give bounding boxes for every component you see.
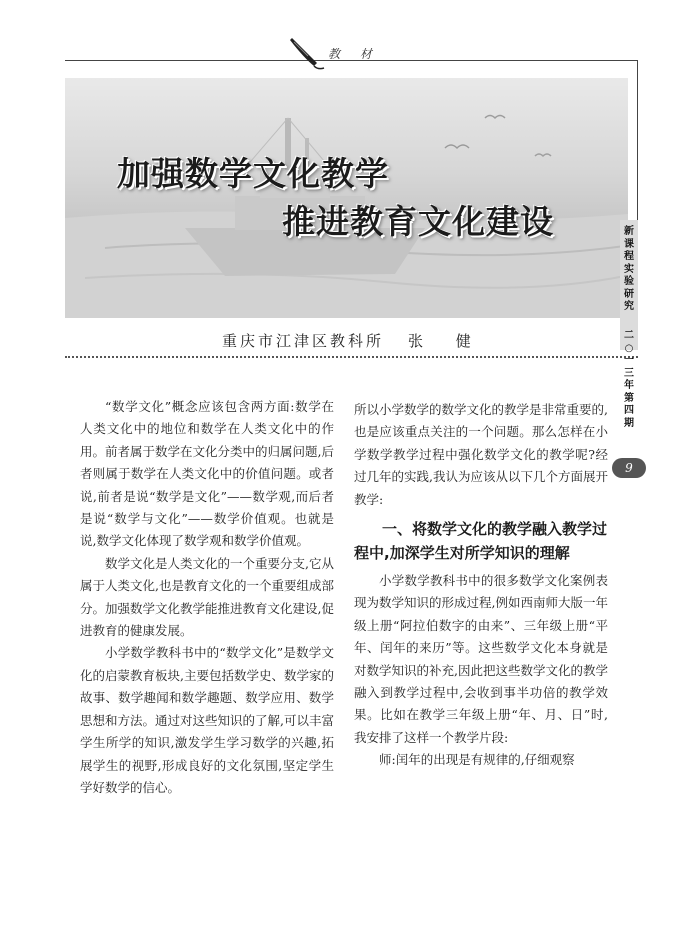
issue-char: 一 [624, 355, 634, 366]
journal-char: 研 [624, 288, 634, 300]
page-number-badge: 9 [612, 458, 646, 478]
journal-char: 究 [624, 301, 634, 312]
journal-char: 课 [624, 238, 634, 250]
journal-name [621, 226, 637, 314]
author-organization: 重庆市江津区教科所 [222, 332, 385, 350]
paragraph: 小学数学教科书中的“数学文化”是数学文化的启蒙教育板块,主要包括数学史、数学家的故事、数学趣闻和数学趣题、数学应用、数学思想和方法。通过对这些知识的了解,可以丰富学生所学的知识,激发学生学习数学的兴趣,拓展学生的视野,形成良好的文化氛围,坚定学生学好数学的信心。 [80, 645, 334, 795]
issue-char: 第 [624, 392, 634, 404]
issue-char: ○ [624, 342, 634, 354]
paragraph: 师:闰年的出现是有规律的,仔细观察 [379, 752, 575, 768]
journal-char: 新 [624, 226, 634, 237]
journal-char: 程 [624, 251, 634, 262]
left-column [80, 396, 334, 799]
section-label: 教 材 [328, 47, 380, 61]
paragraph: 数学文化是人类文化的一个重要分支,它从属于人类文化,也是教育文化的一个重要组成部分。加强数学文化教学能推进教育文化建设,促进教育的健康发展。 [80, 555, 334, 639]
dotted-divider [65, 356, 638, 358]
author-name: 张 健 [408, 332, 485, 350]
right-column [354, 399, 608, 772]
issue-char: 四 [624, 405, 634, 416]
issue-char: 年 [624, 380, 634, 391]
header-vertical-rule [637, 60, 638, 240]
journal-char: 验 [624, 276, 634, 287]
section-heading: 一、将数学文化的教学融入教学过程中,加深学生对所学知识的理解 [354, 520, 608, 563]
issue-char: 三 [624, 367, 634, 379]
article-title-line2: 推进教育文化建设 [282, 202, 554, 241]
issue-char: 二 [624, 330, 634, 341]
journal-char: 实 [624, 263, 634, 275]
article-title-line1: 加强数学文化教学 [117, 154, 389, 193]
paragraph: 所以小学数学的数学文化的教学是非常重要的,也是应该重点关注的一个问题。那么怎样在小学数学教学过程中强化数学文化的教学呢?经过几年的实践,我认为应该从以下几个方面展开教学: [354, 402, 608, 507]
issue-char: 期 [624, 417, 634, 429]
paragraph: “数学文化”概念应该包含两方面:数学在人类文化中的地位和数学在人类文化中的作用。前者属于数学在文化分类中的归属问题,后者则属于数学在人类文化中的价值问题。或者说,前者是说“数学是文化”——数学观,而后者是说“数学与文化”——数学价值观。也就是说,数学文化体现了数学观和数学价值观。 [80, 399, 334, 549]
byline [222, 330, 485, 351]
pen-icon [284, 36, 328, 72]
paragraph: 小学数学教科书中的很多数学文化案例表现为数学知识的形成过程,例如西南师大版一年级上册“阿拉伯数字的由来”、三年级上册“平年、闰年的来历”等。这些数学文化本身就是对数学知识的补充,因此把这些数学文化的教学融入到教学过程中,会收到事半功倍的教学效果。比如在教学三年级上册“年、月、日”时,我安排了这样一个教学片段: [354, 573, 608, 745]
issue-label [621, 330, 637, 430]
